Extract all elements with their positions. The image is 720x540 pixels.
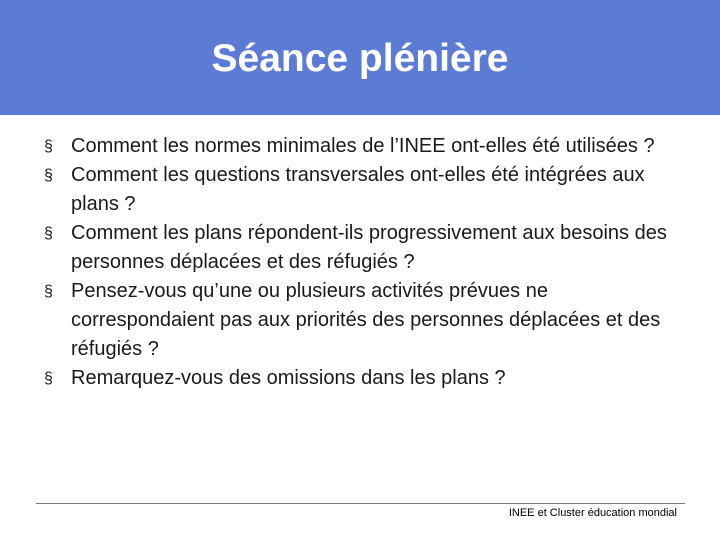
bullet-item bbox=[44, 364, 684, 393]
bullet-text: Comment les plans répondent-ils progressivement aux besoins des personnes déplacées et des réfugiés ? bbox=[71, 222, 667, 273]
bullet-item bbox=[44, 161, 684, 219]
bullet-text: Pensez-vous qu’une ou plusieurs activités prévues ne correspondaient pas aux priorités des personnes déplacées et des réfugiés ? bbox=[71, 280, 661, 360]
bullet-list bbox=[44, 132, 684, 393]
bullet-text: Remarquez-vous des omissions dans les plans ? bbox=[71, 367, 506, 389]
bullet-item bbox=[44, 277, 684, 364]
slide-title: Séance plénière bbox=[211, 36, 509, 80]
bullet-text: Comment les normes minimales de l’INEE ont-elles été utilisées ? bbox=[71, 135, 655, 157]
bullet-marker-icon: § bbox=[44, 283, 53, 300]
bullet-marker-icon: § bbox=[44, 370, 53, 387]
footer-text: INEE et Cluster éducation mondial bbox=[508, 507, 677, 519]
bullet-marker-icon: § bbox=[44, 225, 53, 242]
bullet-item bbox=[44, 219, 684, 277]
bullet-marker-icon: § bbox=[44, 167, 53, 184]
bullet-text: Comment les questions transversales ont-elles été intégrées aux plans ? bbox=[71, 164, 645, 215]
bullet-marker-icon: § bbox=[44, 138, 53, 155]
title-bar bbox=[0, 0, 720, 115]
bullet-item bbox=[44, 132, 684, 161]
footer-divider bbox=[36, 503, 685, 504]
